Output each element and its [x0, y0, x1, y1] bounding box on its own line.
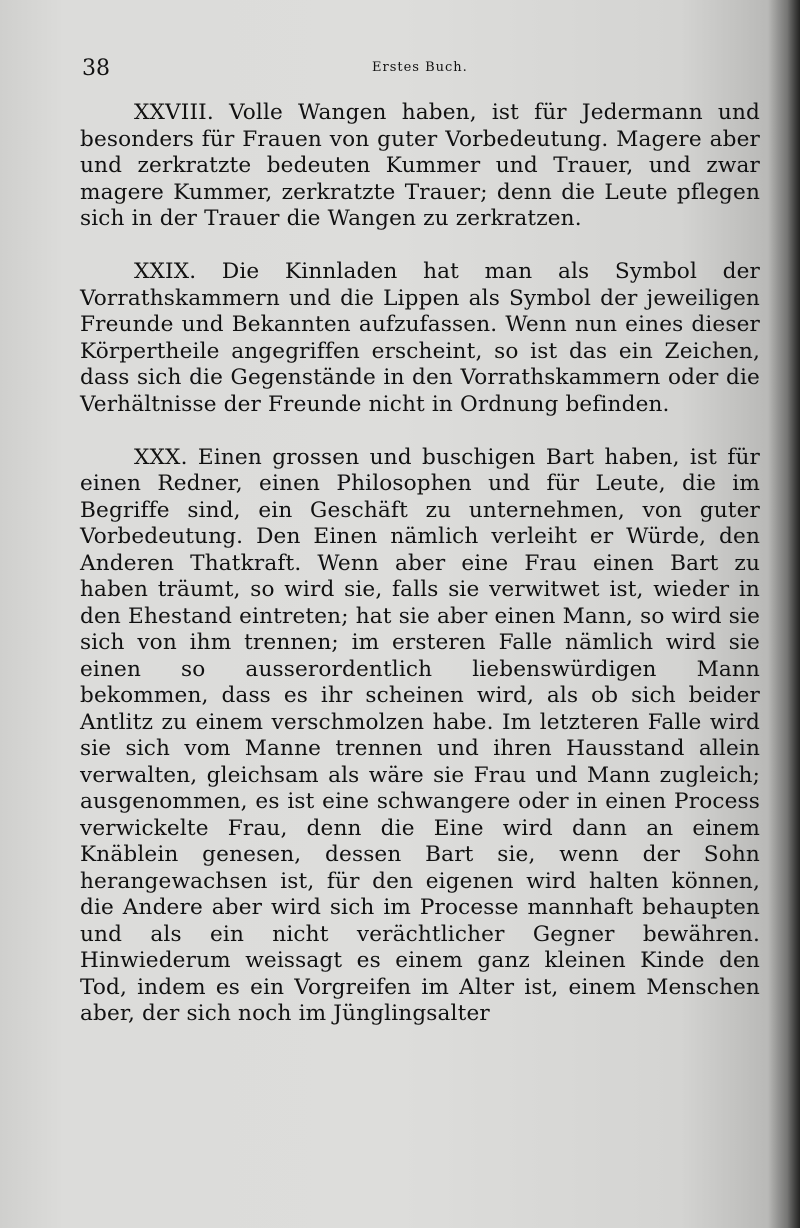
page-edge-shadow	[768, 0, 800, 1228]
section-number: XXIX.	[134, 259, 197, 284]
paragraph-text: Die Kinnladen hat man als Symbol der Vorrathskammern und die Lippen als Symbol der jeweiligen Freunde und Bekannten aufzufassen. Wenn nun eines dieser Körpertheile angegriffen erscheint, so ist das ein Zeichen, dass sich die Gegenstände in den Vorrathskammern oder die Verhältnisse der Freunde nicht in Ordnung befinden.	[80, 259, 761, 417]
section-number: XXX.	[134, 444, 188, 470]
body-text	[80, 100, 760, 1028]
section-number: XXVIII.	[134, 100, 214, 125]
paragraph-xxix	[80, 259, 760, 418]
paragraph-xxx	[80, 445, 760, 1028]
page-header	[82, 56, 762, 86]
paragraph-text: Volle Wangen haben, ist für Jedermann und besonders für Frauen von guter Vorbedeutung. Magere aber und zerkratzte bedeuten Kummer und Trauer, und zwar magere Kummer, zerkratzte Trauer; denn die Leute pflegen sich in der Trauer die Wangen zu zerkratzen.	[80, 100, 760, 231]
page-number: 38	[82, 56, 110, 81]
running-head: Erstes Buch.	[372, 60, 468, 75]
paragraph-text: Einen grossen und buschigen Bart haben, ist für einen Redner, einen Philosophen und für Leute, die im Begriffe sind, ein Geschäft zu unternehmen, von guter Vorbedeutung. Den Einen nämlich verleiht er Würde, den Anderen Thatkraft. Wenn aber eine Frau einen Bart zu haben träumt, so wird sie, falls sie verwitwet ist, wieder in den Ehestand eintreten; hat sie aber einen Mann, so wird sie sich von ihm trennen; im ersteren Falle nämlich wird sie einen so ausserordentlich liebenswürdigen Mann bekommen, dass es ihr scheinen wird, als ob sich beider Antlitz zu einem verschmolzen habe. Im letzteren Falle wird sie sich vom Manne trennen und ihren Hausstand allein verwalten, gleichsam als wäre sie Frau und Mann zugleich; ausgenommen, es ist eine schwangere oder in einen Process verwickelte Frau, denn die Eine wird dann an einem Knäblein genesen, dessen Bart sie, wenn der Sohn herangewachsen ist, für den eigenen wird halten können, die Andere aber wird sich im Processe mannhaft behaupten und als ein nicht verächtlicher Gegner bewähren. Hinwiederum weissagt es einem ganz kleinen Kinde den Tod, indem es ein Vorgreifen im Alter ist, einem Menschen aber, der sich noch im Jünglingsalter	[80, 444, 760, 1026]
paragraph-xxviii	[80, 100, 760, 233]
